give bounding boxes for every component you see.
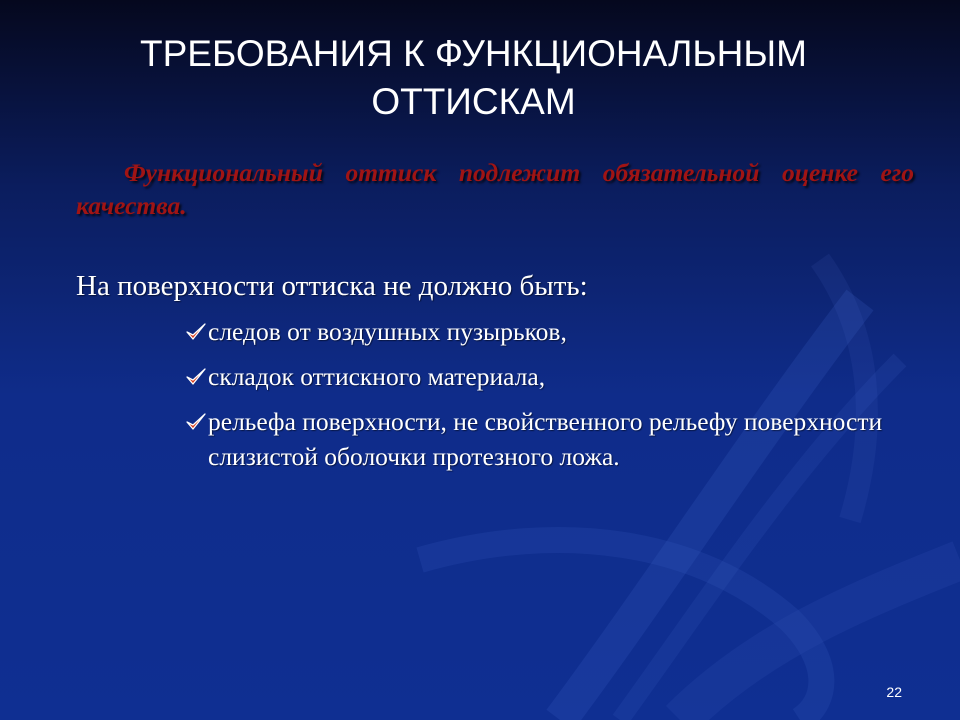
slide-title — [0, 30, 947, 126]
checkmark-arrow-icon — [186, 368, 206, 386]
list-item-text: складок оттискного материала, — [208, 362, 546, 391]
list-item-text: следов от воздушных пузырьков, — [208, 317, 567, 346]
title-line-2: ОТТИСКАМ — [371, 81, 576, 122]
list-item — [186, 314, 906, 349]
checkmark-arrow-icon — [186, 413, 206, 431]
requirements-list — [186, 314, 906, 484]
list-item — [186, 359, 906, 394]
intro-text: На поверхности оттиска не должно быть: — [76, 270, 588, 302]
page-number: 22 — [886, 684, 902, 700]
emphasis-statement — [76, 156, 914, 222]
title-line-1: ТРЕБОВАНИЯ К ФУНКЦИОНАЛЬНЫМ — [140, 33, 807, 74]
checkmark-arrow-icon — [186, 323, 206, 341]
list-item-text: рельефа поверхности, не свойственного рельефу поверхности слизистой оболочки протезного ложа. — [208, 407, 883, 471]
list-item — [186, 404, 906, 474]
emphasis-text: Функциональный оттиск подлежит обязательной оценке его качества. — [76, 158, 914, 220]
